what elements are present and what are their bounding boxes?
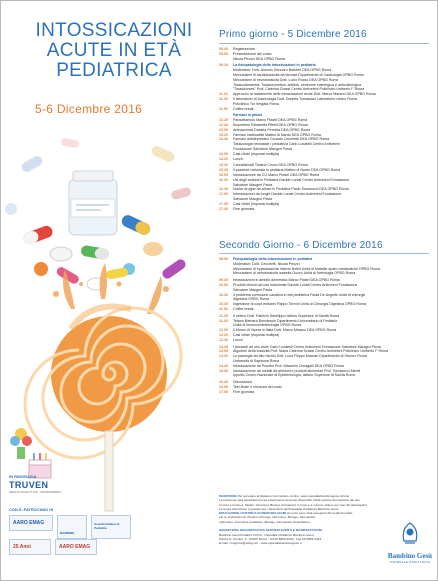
program-item: Coffee break	[233, 306, 254, 311]
program-time: 11.50	[219, 106, 228, 111]
program-item: Il problema corrosione caustica in età pediatrica Paola De Angelis Unità di chirurgia	[233, 292, 366, 297]
title-line-3: PEDIATRICA	[56, 60, 172, 81]
program-item: Fondazione Salvatore Maugeri Pavia	[233, 146, 292, 151]
program-time: 11.00	[219, 306, 228, 311]
footer-text: E-mail: congressi@opbg.net · www.ospedalebambinogesu.it	[219, 541, 302, 546]
program-time: 08.40	[219, 47, 228, 51]
program-item: Intossicazioni da funghi Davide Lonati Centro Antiveleni Fondazione	[233, 192, 342, 197]
program-item: "Tossidromes" Prof. Caterina Grassi Centro Antiveleni Policlinico Umberto I° Roma	[233, 87, 365, 92]
day1-title: Primo giorno - 5 Dicembre 2016	[219, 29, 367, 40]
program-item: Registrazione	[233, 47, 255, 51]
program-time: 16.20	[219, 177, 228, 182]
program-item: Meccanismi di nefrotossicità Isabella Guzzo Unità di Nefrologia OPBG Roma	[233, 271, 356, 276]
program-time: 10.00	[219, 282, 228, 287]
program-item: Algoritmi della tossicità Prof. Maria Caterina Grassi Centro Antiveleni Policlinico Umberto I° Roma	[233, 349, 389, 354]
day2-title: Secondo Giorno - 6 Dicembre 2016	[219, 240, 383, 251]
footer-text: Bambino Gesù Pediatric FCCS - Ospedale Pediatrico Bambino Gesù	[219, 532, 314, 537]
program-item: digestiva OPBG Roma	[233, 297, 270, 302]
program-time: 12.40	[219, 122, 228, 127]
truven-logo-subtitle: HEALTH ANALYTICS · MICROMEDEX	[9, 490, 62, 494]
program-time: 12.00	[219, 328, 228, 333]
hospital-logo	[387, 521, 433, 564]
program-time: 16.40	[219, 187, 228, 192]
program-time: 14.20	[219, 156, 228, 161]
program-time: 13.40	[219, 137, 228, 142]
program-time: 11.20	[219, 313, 228, 318]
program-item: Tetano Barbara Bonvissuto Dipartimento Universitario di Pediatria	[233, 318, 338, 323]
day2-divider	[219, 253, 429, 254]
hospital-emblem-icon	[398, 521, 422, 547]
program-item: Il veleno Dott. Fabrizio Sanfilippo Istituto Superiore di Sanità Roma	[233, 313, 340, 318]
program-time: 11.30	[219, 96, 228, 101]
program-time	[219, 271, 233, 276]
program-item: Usi degli antidoti in Pediatria Davide Lonati Centro Antiveleni Fondazione	[233, 177, 350, 182]
patron-logo-1-text: AARO EMAG	[13, 520, 45, 526]
program-time	[219, 57, 233, 62]
program-item: Il Morso di Vipera in Italia Dott. Marco Marano DEA OPBG Roma	[233, 328, 337, 333]
program-item: Casi clinici (risposta multipla)	[233, 151, 280, 156]
program-time: 16.40	[219, 380, 228, 385]
program-item: Lunch	[233, 156, 243, 161]
program-row	[219, 207, 431, 212]
program-item: Policlinico Tor Vergata Roma	[233, 101, 279, 106]
program-item: Approccio al trattamento delle intossicazioni acute Dott. Marco Marano DEA OPBG Roma	[233, 92, 376, 97]
program-item: Nicola Pirozzi DEA OPBG Roma	[233, 56, 285, 61]
footer-info	[219, 494, 379, 546]
program-time: 14.00	[219, 151, 228, 156]
program-item: Moderatori: Dott. Cecchetti, Nicola Pirozzi	[233, 261, 300, 266]
program-item: Tossicologia neonatale / pediatrica Carlo Locatelli Centro Antiveleni	[233, 142, 340, 147]
poster-title	[19, 21, 209, 81]
footer-text: La quota d'iscrizione è gratuita per i dipendenti dell'Ospedale Pediatrico Bambino Gesù.	[219, 506, 340, 511]
program-item: Fine giornata	[233, 389, 254, 394]
footer-text	[322, 528, 323, 532]
program-time	[219, 373, 233, 378]
sponsor-label: IN RINGRAZIA	[9, 474, 37, 479]
footer-text: Infermiere, Infermiere pediatrico, Biologo, Farmacista Ospedaliero.	[219, 519, 311, 524]
program-time: 16.50	[219, 384, 228, 389]
day1-divider	[219, 43, 429, 44]
title-line-1: INTOSSICAZIONI	[35, 20, 193, 41]
program-item: Università di Sapienza Roma	[233, 358, 280, 363]
program-time: 10.40	[219, 302, 228, 307]
program-item: Casi clinici (risposta multipla)	[233, 201, 280, 206]
footer-text: Al corso sono stati assegnati 16 crediti formativi	[286, 511, 353, 516]
program-item: Nuove droghe da abuso in Pediatria Paolo Tomasucci DEA OPBG Roma	[233, 187, 349, 192]
hospital-subtitle: OSPEDALE PEDIATRICO	[389, 560, 431, 564]
program-time: 17.00	[219, 389, 228, 394]
program-section-heading: La fisiopatologia delle intossicazioni in pediatria	[233, 63, 316, 68]
footer-heading: EDUCAZIONE CONTINUA IN MEDICINA (ECM)	[219, 511, 287, 516]
program-item: Meccanismi di neurotossicità Dott. Lucio Rocco DEA OPBG Roma	[233, 77, 339, 82]
patron-logo-5-text: AARO EMAG	[59, 544, 91, 550]
program-item: Fine giornata	[233, 206, 254, 211]
program-item: Intossicazioni in ambito domestico Marco Piastri DEA OPBG Roma	[233, 278, 340, 283]
footer-text: per le professioni di: Medico Chirurgo, Infermiere, Biologo, Farmacista.	[219, 515, 316, 520]
footer-text: Per accedere al Relatore Formazione on line: www.ospedalebambinogesu.it/corsi	[236, 494, 350, 498]
footer-text: Piazza S. Onofrio, 4 - 00165 Roma · Tel 06 6859 2290 · Fax 06 6859 2443	[219, 536, 322, 541]
patron-logo-4-text: 25 Anni	[13, 544, 31, 550]
program-item: Test finale e chiusura del corso	[233, 384, 283, 389]
patronage-label: CON IL PATROCINIO DI	[9, 507, 54, 512]
program-item: Discussione	[233, 380, 253, 385]
program-item: Ippolito Centro Nazionale di Epidemiologia, Istituto Superiore di Sanità Roma	[233, 373, 356, 378]
program-item: Ingestione di corpi estranei Filippo Torroni Unità di Chirurgia Digestiva OPBG Roma	[233, 302, 366, 307]
patron-logo-1	[9, 515, 53, 531]
program-time: 12.20	[219, 118, 228, 123]
program-time: 09.10	[219, 63, 228, 68]
program-time: 13.20	[219, 132, 228, 137]
program-item: Intossicazione da Piombo Prof. Massimo Cimagalli DEA OPBG Roma	[233, 363, 344, 368]
program-item: Intossicazione da metalli da alimenti e prodotti alimentari Prof. Tomasucci Mentti	[233, 368, 361, 373]
patron-logo-2-text: BAMBINO	[60, 531, 75, 535]
program-time: 13.00	[219, 127, 228, 132]
program-item: Farmaci antidepressivi Corrado Cecchetti DEA OPBG Roma	[233, 137, 330, 142]
program-item: Salvatore Maugeri Pavia	[233, 196, 273, 201]
program-time: 09.00	[219, 51, 228, 56]
program-item: Meccanismi di epatotossicità Valerio Nobili Unità di Malattie epato-metaboliche OPBG Roma	[233, 266, 380, 271]
program-section-heading: Farmaci in pillola	[233, 113, 263, 118]
program-item: Antistaminici Daniela Perrotta DEA OPBG Roma	[233, 127, 311, 132]
patron-logo-5	[55, 539, 97, 555]
program-time: 09.00	[219, 257, 228, 261]
program-time: 15.40	[219, 168, 228, 173]
program-time: 16.00	[219, 172, 228, 177]
patron-logo-3-text: Società Italiana di Pediatria	[94, 522, 120, 530]
program-item: Paracetamolo Marco Piastri DEA OPBG Roma	[233, 118, 308, 123]
program-item: Tossicodinamica. Tossicocinetica, antidoti, sindrome colinergica e anticolinergica	[233, 82, 361, 87]
program-time: 11.10	[219, 92, 228, 97]
patron-logo-4	[9, 539, 51, 555]
program-item: Intossicazione da CO Marco Piastri DEA OPBG Roma	[233, 172, 320, 177]
day1-program	[219, 47, 431, 211]
program-time: 15.20	[219, 163, 228, 168]
footer-line	[219, 541, 379, 545]
footer-text: Il corso è rivolto a: Medici, Infermieri, Biologi, Farmacisti. Il corso è a numero chiuso per max 40 partecipanti.	[219, 502, 368, 507]
program-time: 17.00	[219, 192, 228, 197]
program-row	[219, 390, 431, 395]
hospital-name: Bambino Gesù	[387, 552, 433, 560]
program-item: Ibuprofene Elisabetta Pittelli DEA OPBG Roma	[233, 122, 308, 127]
patron-logo-2	[57, 515, 87, 539]
program-section-heading: Fisiopatologia della intossicazione in pediatria	[233, 257, 313, 261]
program-item: Presentazione del corso	[233, 51, 272, 56]
program-item: Moderatori: Dott. Antonio Gennaro Barbieri DEA OPBG Roma	[233, 68, 332, 73]
program-item: Farmaci cardioattivi Matteo di Nardo DEA OPBG Roma	[233, 132, 321, 137]
program-item: Salvatore Maugeri Pavia	[233, 182, 273, 187]
program-item: Il laboratorio di tossicologia Dott. Daniela Tomasucci Laboratorio clinico Roma	[233, 96, 357, 101]
program-time: 14.00	[219, 349, 228, 354]
event-dates: 5-6 Dicembre 2016	[35, 102, 143, 116]
program-time: 13.40	[219, 344, 228, 349]
program-item: Il paziente ustionato in pediatria Matteo di Nardo DEA OPBG Roma	[233, 168, 341, 173]
truven-logo: TRUVEN	[9, 480, 49, 490]
program-item: Salvatore Maugeri Pavia	[233, 287, 273, 292]
program-time: 12.40	[219, 337, 228, 342]
program-item: Unità di Immunoinfettivologia OPBG Roma	[233, 323, 302, 328]
program-time: 14.20	[219, 354, 228, 359]
program-time: 12.20	[219, 332, 228, 337]
program-item: Cannabinoidi Tiziana Cocco DEA OPBG Roma	[233, 163, 308, 168]
program-item: Prodotti chimici ad uso industriale Davide Lonati Centro Antiveleni Fondazione	[233, 282, 358, 287]
footer-heading: ISCRIZIONE	[219, 494, 237, 498]
program-item: Le patologie ad alto rischio Dott. Luca Filippo Maccari Dipartimento di Otorino Roma	[233, 354, 367, 359]
program-item: Casi clinici (risposta multipla)	[233, 332, 280, 337]
program-item: Lunch	[233, 337, 243, 342]
program-item: Coffee break	[233, 106, 254, 111]
program-time: 17.20	[219, 201, 228, 206]
program-time: 10.20	[219, 292, 228, 297]
footer-heading: SEGRETERIA ORGANIZZATIVA SERVIZIO EVENTI E MANIFESTAZIONI	[219, 528, 322, 533]
program-time: 14.40	[219, 363, 228, 368]
title-line-2: ACUTE IN ETÀ	[46, 40, 182, 61]
program-time: 15.00	[219, 368, 228, 373]
illustration-pills-lollipop	[1, 119, 215, 519]
program-time: 09.40	[219, 278, 228, 283]
program-item: Meccanismi di cardiotossicità da farmaci Dipartimento di Cardiologia OPBG Roma	[233, 72, 364, 77]
footer-text: La Iscrizione sarà accettata fino ad esaurimento dei posti disponibili. Nella sezione Formazione del sito	[219, 498, 360, 503]
program-time: 17.40	[219, 206, 228, 211]
program-time: 11.40	[219, 318, 228, 323]
program-item: I pesticidi ad uso civile Carlo Locatelli Centro Antiveleni Fondazione Salvatore Maugeri Pavia	[233, 344, 381, 349]
day2-program	[219, 257, 431, 395]
patron-logo-3	[91, 515, 131, 539]
